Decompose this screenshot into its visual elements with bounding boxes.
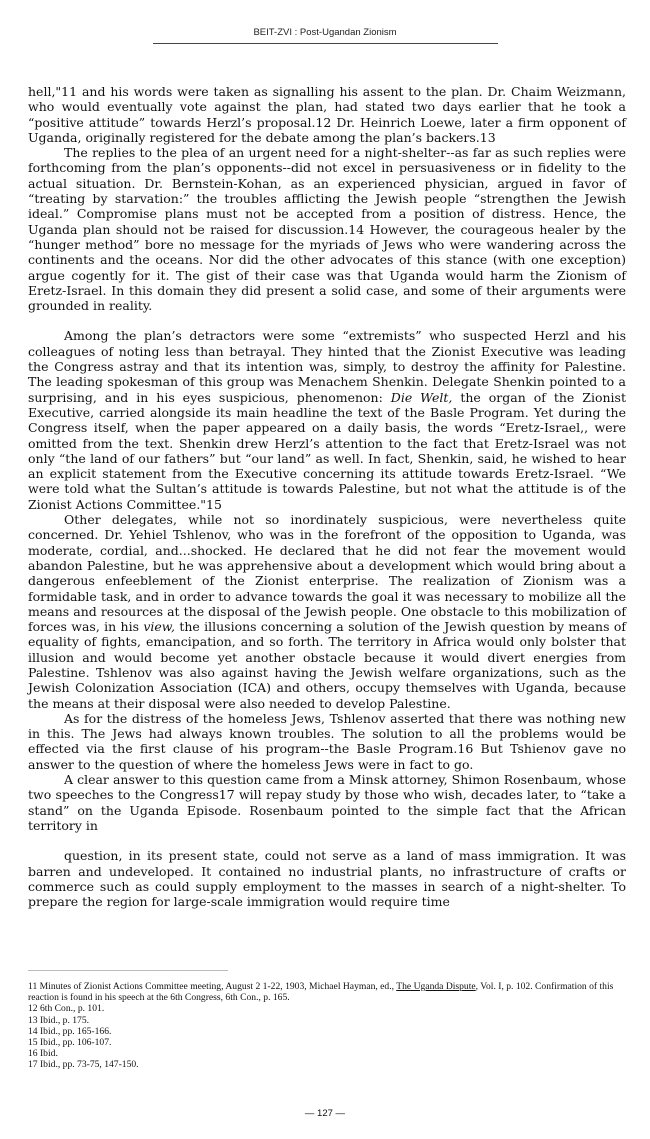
footnote-17: 17 Ibid., pp. 73-75, 147-150. <box>28 1059 139 1071</box>
paragraph-4-text-b: the illusions concerning a solution of the Jewish question by means of equality of fights, emancipation, and so forth. The territory in Africa would only bolster that illusion and would become yet another obstacle because it would divert energies from Palestine. Tshlenov was also against having the Jewish welfare organizations, such as the Jewish Colonization Association (ICA) and others, occupy themselves with Uganda, because the means at their disposal were also needed to develop Palestine. <box>28 619 626 711</box>
running-header: BEIT-ZVI : Post-Ugandan Zionism <box>253 27 397 38</box>
footnote-11-title: The Uganda Dispute <box>396 981 476 992</box>
footnote-16: 16 Ibid. <box>28 1048 58 1060</box>
paragraph-gap <box>28 833 626 848</box>
paragraph-4 <box>28 512 626 711</box>
footnote-15: 15 Ibid., pp. 106-107. <box>28 1037 112 1049</box>
footnote-12: 12 6th Con., p. 101. <box>28 1003 105 1015</box>
paragraph-7: question, in its present state, could not serve as a land of mass immigration. It was barren and undeveloped. It contained no industrial plants, no infrastructure of crafts or commerce such as could supply employment to the masses in search of a night-shelter. To prepare the region for large-scale immigration would require time <box>28 848 626 910</box>
footnote-11-text-b: , Vol. I, p. 102. Confirmation of this reaction is found in his speech at the 6th Congress, 6th Con., p. 165. <box>28 981 614 1004</box>
page-number: — 127 — <box>304 1108 346 1119</box>
paragraph-3 <box>28 328 626 512</box>
paragraph-3-text-a: Among the plan’s detractors were some “extremists” who suspected Herzl and his colleagues of noting less than betrayal. They hinted that the Zionist Executive was leading the Congress astray and that its intention was, simply, to destroy the affinity for Palestine. The leading spokesman of this group was Menachem Shenkin. Delegate Shenkin pointed to a surprising, and in his eyes suspicious, phenomenon: <box>28 328 626 405</box>
footnote-13: 13 Ibid., p. 175. <box>28 1014 90 1026</box>
italic-view: view, <box>143 619 175 635</box>
paragraph-1: hell,"11 and his words were taken as signalling his assent to the plan. Dr. Chaim Weizmann, who would eventually vote against the plan, had stated two days earlier that he took a “positive attitude” towards Herzl’s proposal.12 Dr. Heinrich Loewe, later a firm opponent of Uganda, originally registered for the debate among the plan’s backers.13 <box>28 84 626 145</box>
paragraph-4-text-a: Other delegates, while not so inordinately suspicious, were nevertheless quite concerned. Dr. Yehiel Tshlenov, who was in the forefront of the opposition to Uganda, was moderate, cordial, and...shocked. He declared that he did not fear the movement would abandon Palestine, but he was apprehensive about a development which would bring about a dangerous enfeeblement of the Zionist enterprise. The realization of Zionism was a formidable task, and in order to advance towards the goal it was necessary to mobilize all the means and resources at the disposal of the Jewish people. One obstacle to this mobilization of forces was, in his <box>28 512 626 635</box>
body-text <box>28 84 626 909</box>
footnote-11 <box>28 981 626 1003</box>
italic-die-welt: Die Welt, <box>390 389 453 405</box>
paragraph-gap <box>28 313 626 328</box>
footnotes <box>28 981 626 1071</box>
footnote-14: 14 Ibid., pp. 165-166. <box>28 1025 112 1037</box>
header-rule <box>153 43 498 44</box>
footnote-11-text-a: 11 Minutes of Zionist Actions Committee meeting, August 2 1-22, 1903, Michael Hayman, ed., <box>28 981 395 992</box>
footnote-rule <box>28 970 228 971</box>
paragraph-3-text-b: the organ of the Zionist Executive, carried alongside its main headline the text of the Basle Program. Yet during the Congress itself, when the paper appeared on a daily basis, the words “Eretz-Israel,, were omitted from the text. Shenkin drew Herzl’s attention to the fact that Eretz-Israel was not only “the land of our fathers” but “our land” as well. In fact, Shenkin, said, he wished to hear an explicit statement from the Executive concerning its attitude towards Eretz-Israel. “We were told what the Sultan’s attitude is towards Palestine, but not what the attitude is of the Zionist Actions Committee."15 <box>28 389 626 512</box>
paragraph-5: As for the distress of the homeless Jews, Tshlenov asserted that there was nothing new in this. The Jews had always known troubles. The solution to all the problems would be effected via the first clause of his program--the Basle Program.16 But Tshienov gave no answer to the question of where the homeless Jews were in fact to go. <box>28 710 626 772</box>
paragraph-2: The replies to the plea of an urgent need for a night-shelter--as far as such replies were forthcoming from the plan’s opponents--did not excel in persuasiveness or in fidelity to the actual situation. Dr. Bernstein-Kohan, as an experienced physician, argued in favor of “treating by starvation:” the troubles afflicting the Jewish people “strengthen the Jewish ideal.” Compromise plans must not be accepted from a position of distress. Hence, the Uganda plan should not be raised for discussion.14 However, the courageous healer by the “hunger method” bore no message for the myriads of Jews who were wandering across the continents and the oceans. Nor did the other advocates of this stance (with one exception) argue cogently for it. The gist of their case was that Uganda would harm the Zionism of Eretz-Israel. In this domain they did present a solid case, and some of their arguments were grounded in reality. <box>28 145 626 314</box>
paragraph-6: A clear answer to this question came from a Minsk attorney, Shimon Rosenbaum, whose two speeches to the Congress17 will repay study by those who wish, decades later, to “take a stand” on the Uganda Episode. Rosenbaum pointed to the simple fact that the African territory in <box>28 772 626 833</box>
